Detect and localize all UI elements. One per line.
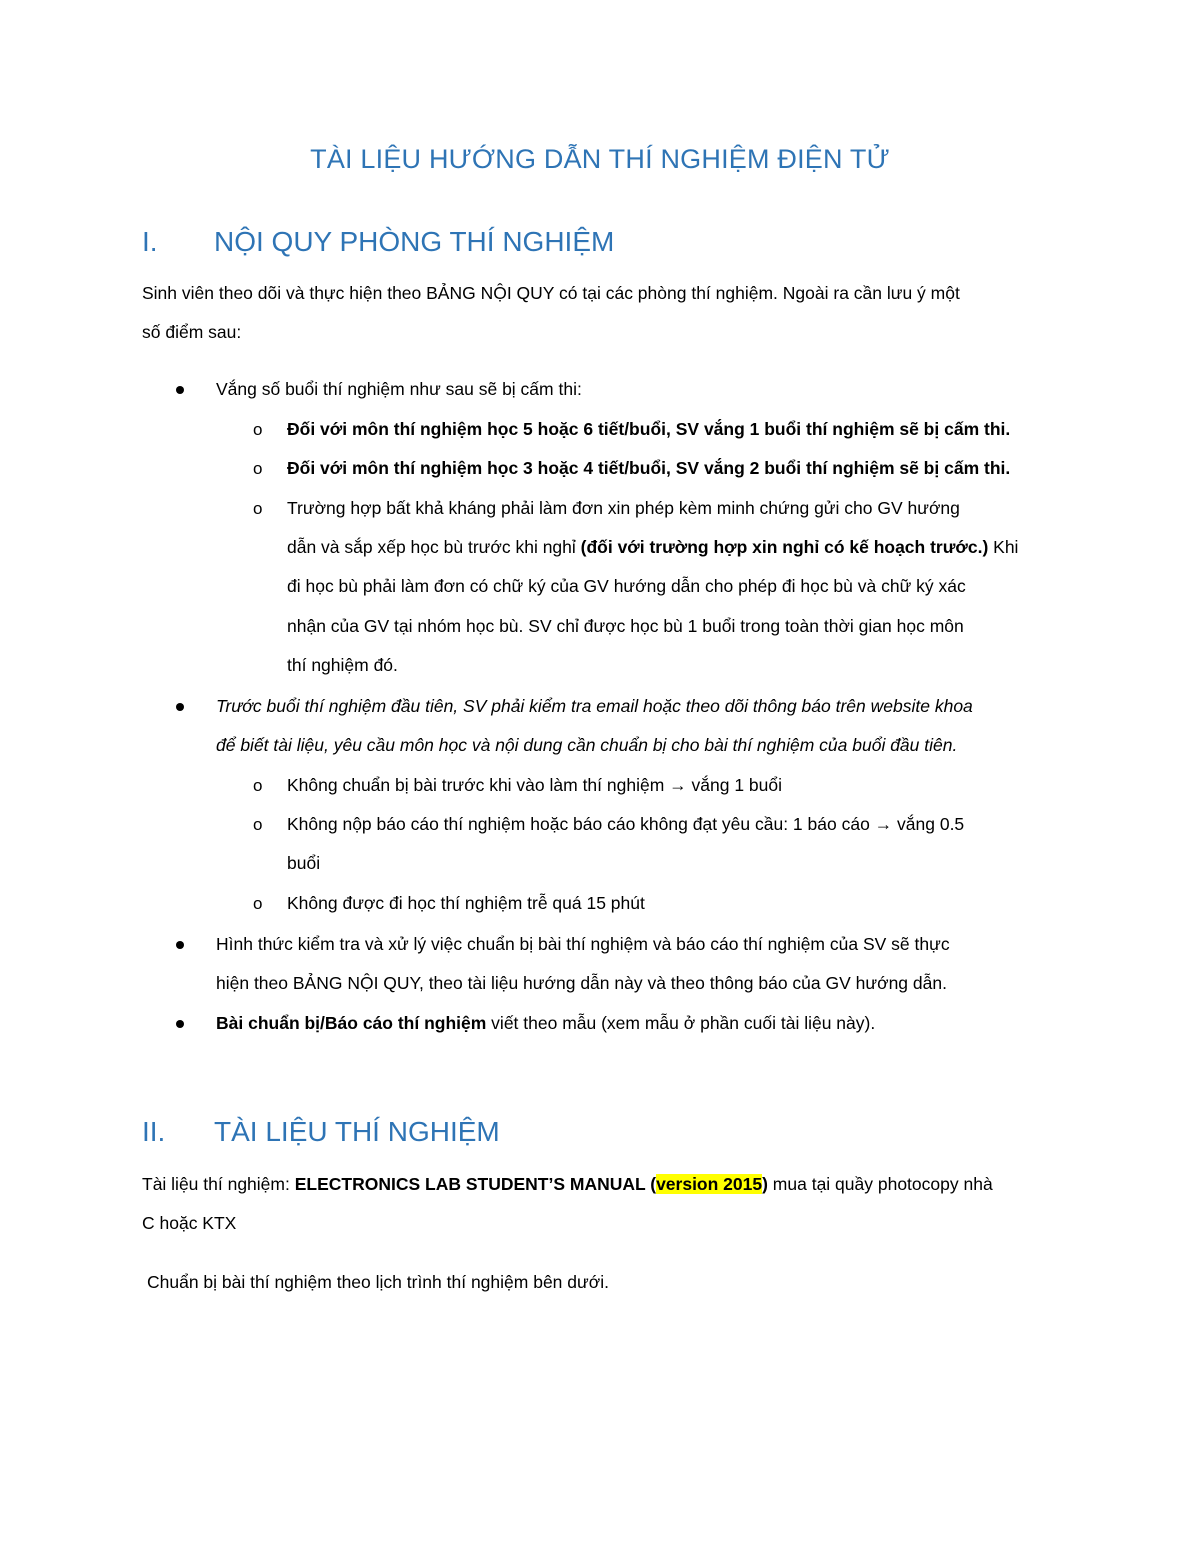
sub-item-4: Không chuẩn bị bài trước khi vào làm thí nghiệm → vắng 1 buổi: [287, 775, 782, 795]
sub-bullet-marker: o: [253, 776, 263, 795]
bullet-3-line-1: Hình thức kiểm tra và xử lý việc chuẩn bị bài thí nghiệm và báo cáo thí nghiệm của SV sẽ thực: [216, 934, 950, 954]
sub-item-3-line-1: Trường hợp bất khả kháng phải làm đơn xin phép kèm minh chứng gửi cho GV hướng: [287, 498, 960, 518]
sub-bullet-marker: o: [253, 420, 263, 439]
sub-item-6: Không được đi học thí nghiệm trễ quá 15 phút: [287, 893, 645, 913]
section-1-intro-line-2: số điểm sau:: [142, 322, 242, 342]
bullet-4-line: [216, 1004, 1060, 1043]
sub-item-3-line-3: đi học bù phải làm đơn có chữ ký của GV hướng dẫn cho phép đi học bù và chữ ký xác: [287, 576, 966, 596]
bullet-dot-icon: [176, 703, 184, 711]
purchase-location: mua tại quầy photocopy nhà: [767, 1174, 993, 1194]
section-2-para-2: Chuẩn bị bài thí nghiệm theo lịch trình thí nghiệm bên dưới.: [147, 1272, 609, 1292]
bullet-2-line-1: [216, 687, 1060, 726]
sub-item-3-line-4: nhận của GV tại nhóm học bù. SV chỉ được học bù 1 buổi trong toàn thời gian học môn: [287, 616, 964, 636]
sub-item-2-emphasis: vắng 2 buổi thí nghiệm sẽ bị cấm thi.: [703, 458, 1011, 478]
section-2-para-1-line-1: [142, 1165, 1060, 1204]
bullet-dot-icon: [176, 1020, 184, 1028]
sub-bullet-marker: o: [253, 499, 263, 518]
bullet-2-line-2: [216, 726, 1060, 765]
bullet-dot-icon: [176, 386, 184, 394]
sub-item-3-line-2: [287, 528, 1060, 567]
bullet-1-text: Vắng số buổi thí nghiệm như sau sẽ bị cấm thi:: [216, 379, 582, 399]
section-2-title: TÀI LIỆU THÍ NGHIỆM: [214, 1116, 500, 1147]
bullet-dot-icon: [176, 941, 184, 949]
manual-title: ELECTRONICS LAB STUDENT’S MANUAL (: [294, 1174, 657, 1194]
bullet-4-text: viết theo mẫu (xem mẫu ở phần cuối tài liệu này).: [486, 1013, 876, 1033]
bullet-2-italic-1: Trước buổi thí nghiệm đầu tiên, SV phải kiểm tra email hoặc theo dõi thông báo trên website khoa: [216, 696, 973, 716]
sub-item-5-line-2: buổi: [287, 853, 321, 873]
section-1-title: NỘI QUY PHÒNG THÍ NGHIỆM: [214, 226, 615, 257]
sub-item-2-lead: Đối với môn thí nghiệm học 3 hoặc 4 tiết/buổi, SV: [287, 458, 704, 478]
section-2-label: Tài liệu thí nghiệm:: [142, 1174, 295, 1194]
document-title: TÀI LIỆU HƯỚNG DẪN THÍ NGHIỆM ĐIỆN TỬ: [310, 144, 890, 174]
sub-item-3-line-5: thí nghiệm đó.: [287, 655, 398, 675]
sub-bullet-marker: o: [253, 894, 263, 913]
section-2-number: II.: [142, 1116, 166, 1147]
manual-version-highlight: version 2015: [656, 1174, 763, 1194]
section-2-para-1-line-2: C hoặc KTX: [142, 1213, 237, 1233]
sub-bullet-marker: o: [253, 459, 263, 478]
sub-item-5-line-1: Không nộp báo cáo thí nghiệm hoặc báo cáo không đạt yêu cầu: 1 báo cáo → vắng 0.5: [287, 814, 965, 834]
sub-item-1: [287, 410, 1060, 449]
section-1-number: I.: [142, 226, 158, 257]
sub-bullet-marker: o: [253, 815, 263, 834]
sub-item-1-lead: Đối với môn thí nghiệm học 5 hoặc 6 tiết/buổi, SV: [287, 419, 704, 439]
bullet-3-line-2: hiện theo BẢNG NỘI QUY, theo tài liệu hướng dẫn này và theo thông báo của GV hướng dẫn.: [216, 973, 947, 993]
bullet-2-italic-2: để biết tài liệu, yêu cầu môn học và nội dung cần chuẩn bị cho bài thí nghiệm của buổi đầu tiên.: [216, 735, 958, 755]
sub-item-1-emphasis: vắng 1 buổi thí nghiệm sẽ bị cấm thi.: [703, 419, 1011, 439]
section-2-heading: [142, 1116, 500, 1148]
bullet-4-bold: Bài chuẩn bị/Báo cáo thí nghiệm: [216, 1013, 487, 1033]
manual-paren-close: ): [762, 1174, 768, 1194]
sub-item-3-bold-note: (đối với trường hợp xin nghỉ có kế hoạch trước.): [580, 537, 989, 557]
sub-item-3-text-end: Khi: [988, 537, 1019, 557]
sub-item-2: [287, 449, 1060, 488]
sub-item-3-text: dẫn và sắp xếp học bù trước khi nghỉ: [287, 537, 581, 557]
section-1-intro-line-1: Sinh viên theo dõi và thực hiện theo BẢNG NỘI QUY có tại các phòng thí nghiệm. Ngoài ra cần lưu ý một: [142, 283, 960, 303]
section-1-heading: [142, 226, 614, 258]
